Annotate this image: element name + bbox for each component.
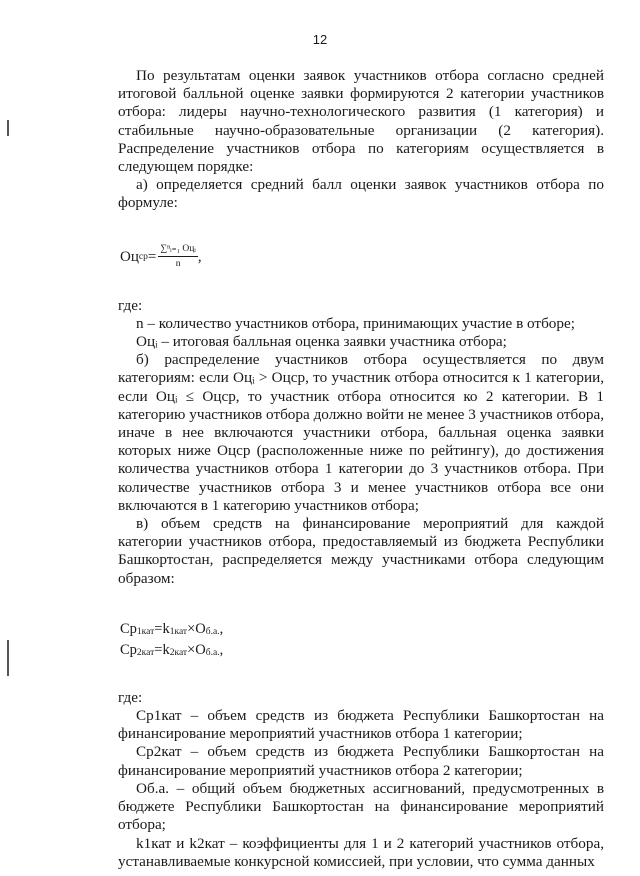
paragraph-k-definition: k1кат и k2кат – коэффициенты для 1 и 2 категорий участников отбора, устанавливаемые конкурсной комиссией, при условии, что сумма данных — [118, 834, 604, 870]
formula-cp1: Ср1кат=k1кат×Об.а., — [120, 620, 224, 637]
formula-cp2-lhs: Ср — [120, 642, 137, 659]
formula-numerator: ∑ⁿᵢ₌₁ Оцᵢ — [158, 244, 198, 257]
paragraph-a: а) определяется средний балл оценки заявок участников отбора по формуле: — [118, 176, 604, 212]
formula-denominator: n — [175, 258, 181, 269]
paragraph-b: б) распределение участников отбора осуществляется по двум категориям: если Оцᵢ > Оцср, то участник отбора относится к 1 категории, если Оцᵢ ≤ Оцср, то участник отбора относится ко 2 категории. В 1 категорию участников отбора должно войти не менее 3 участников отбора, иначе в нее включаются участники отбора, балльная оценка заявки которых ниже Оцср (расположенные ниже по рейтингу), до достижения количества участников отбора 1 категории до 3 участников отбора. При количестве участников отбора 3 и менее участников отбора все они включаются в 1 категорию участников отбора; — [118, 351, 604, 514]
paragraph-n-definition: n – количество участников отбора, принимающих участие в отборе; — [136, 314, 575, 332]
formula-cp1-lhs-sub: 1кат — [136, 626, 155, 637]
paragraph-where-1: где: — [118, 296, 143, 314]
formula-cp2-o-sub: б.а. — [205, 648, 220, 659]
formula-cp2-lhs-sub: 2кат — [136, 648, 155, 659]
paragraph-oc-definition: Оцᵢ – итоговая балльная оценка заявки участника отбора; — [136, 333, 507, 351]
formula-cp2-o: О — [195, 642, 206, 659]
formula-cp1-k: k — [162, 620, 170, 637]
formula-tail: , — [197, 248, 202, 265]
paragraph-cp1-definition: Ср1кат – объем средств из бюджета Республики Башкортостан на финансирование мероприятий участников отбора 1 категории; — [118, 707, 604, 743]
paragraph-where-2: где: — [118, 688, 143, 706]
formula-average-score: Оц ср = $\frac{\text{∑ⁿᵢ₌₁ Оцᵢ}}{n}$ , — [120, 243, 202, 269]
formula-cp2-k: k — [162, 642, 170, 659]
formula-lhs-sub: ср — [138, 251, 148, 262]
page-number: 12 — [312, 32, 328, 47]
document-body — [118, 67, 604, 871]
paragraph-intro: По результатам оценки заявок участников отбора согласно средней итоговой балльной оценке заявки формируются 2 категории участников отбора: лидеры научно-технологического развития (1 категория) и стабильные научно-образовательные организации (2 категория). Распределение участников отбора по категориям осуществляется в следующем порядке: — [118, 67, 604, 176]
formula-lhs: Оц — [120, 248, 139, 265]
formula-cp2-k-sub: 2кат — [169, 648, 188, 659]
formula-cp1-o-sub: б.а. — [205, 626, 220, 637]
formula-cp2-tail: , — [219, 642, 224, 659]
formula-cp1-k-sub: 1кат — [169, 626, 188, 637]
margin-mark — [7, 640, 9, 676]
formula-cp1-lhs: Ср — [120, 620, 137, 637]
formula-cp2: Ср2кат=k2кат×Об.а., — [120, 642, 224, 659]
formula-fraction — [158, 244, 198, 270]
paragraph-v: в) объем средств на финансирование мероприятий для каждой категории участников отбора, предоставляемый из бюджета Республики Башкортостан, распределяется между участниками отбора следующим образом: — [118, 515, 604, 587]
margin-mark — [7, 120, 9, 136]
paragraph-cp2-definition: Ср2кат – объем средств из бюджета Республики Башкортостан на финансирование мероприятий участников отбора 2 категории; — [118, 743, 604, 779]
formula-cp1-tail: , — [219, 620, 224, 637]
paragraph-ob-definition: Об.а. – общий объем бюджетных ассигнований, предусмотренных в бюджете Республики Башкортостан на финансирование мероприятий отбора; — [118, 779, 604, 834]
formula-cp1-o: О — [195, 620, 206, 637]
